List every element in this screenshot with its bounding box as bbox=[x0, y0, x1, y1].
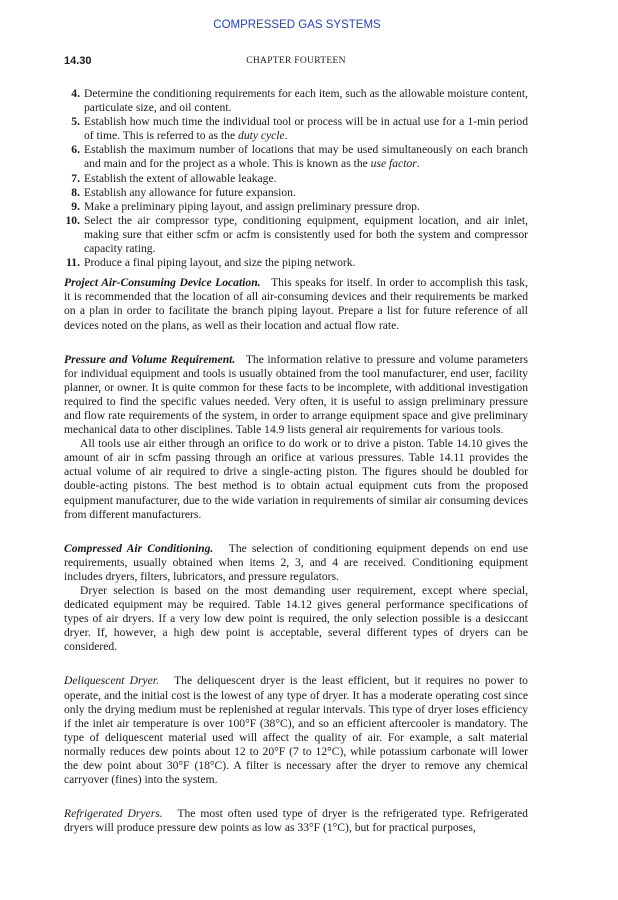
step-text: Select the air compressor type, conditioning equipment, equipment location, and air inlet, making sure that either scfm or acfm is consistently used for both the system and compressor capacity rating. bbox=[84, 213, 528, 256]
section-text: The selection of conditioning equipment depends on end use requirements, usually obtained when items 2, 3, and 4 are received. Conditioning equipment includes dryers, filters, lubricators, and pressure regulators. bbox=[64, 541, 529, 583]
step-number: 4. bbox=[71, 87, 80, 100]
section-heading: Project Air-Consuming Device Location. bbox=[64, 276, 261, 290]
step-number: 5. bbox=[71, 115, 80, 129]
step-text-end: . bbox=[416, 157, 420, 171]
section-paragraph bbox=[64, 353, 528, 438]
section-paragraph bbox=[64, 542, 528, 584]
step-item bbox=[64, 143, 528, 171]
section-text: This speaks for itself. In order to accomplish this task, it is recommended that the location of all air-consuming devices and their requirements be marked on a plan in order to facilitate the branch piping layout. Prepare a list for future reference of all devices noted on the plans, as well as their location and actual flow rate. bbox=[64, 276, 528, 332]
step-text: Produce a final piping layout, and size the piping network. bbox=[84, 256, 356, 270]
step-item bbox=[64, 87, 528, 115]
step-text: Establish the extent of allowable leakage. bbox=[84, 171, 277, 185]
step-item bbox=[64, 214, 528, 256]
step-item bbox=[64, 186, 528, 200]
step-text: Make a preliminary piping layout, and assign preliminary pressure drop. bbox=[84, 199, 420, 213]
step-item bbox=[64, 172, 528, 186]
section-pressure-volume bbox=[64, 353, 528, 522]
step-text: Determine the conditioning requirements for each item, such as the allowable moisture content, particulate size, and oil content. bbox=[84, 87, 528, 115]
section-refrigerated-dryers bbox=[64, 807, 528, 835]
step-number: 11. bbox=[66, 256, 80, 270]
step-term: duty cycle bbox=[238, 129, 285, 143]
step-item bbox=[64, 115, 528, 143]
section-heading: Refrigerated Dryers. bbox=[64, 807, 163, 821]
section-heading: Pressure and Volume Requirement. bbox=[64, 352, 236, 366]
section-paragraph: Dryer selection is based on the most demanding user requirement, except where special, dedicated equipment may be required. Table 14.12 gives general performance specifications of types of air dryers. If a very low dew point is required, the only selection possible is a desiccant dryer. If, however, a high dew point is acceptable, several different types of dryers can be considered. bbox=[64, 584, 528, 654]
section-text: The most often used type of dryer is the refrigerated type. Refrigerated dryers will produce pressure dew points as low as 33°F (1°C), but for practical purposes, bbox=[64, 807, 528, 835]
step-number: 7. bbox=[71, 171, 80, 185]
running-header-title: COMPRESSED GAS SYSTEMS bbox=[213, 19, 381, 31]
numbered-steps bbox=[64, 87, 528, 270]
section-deliquescent-dryer bbox=[64, 674, 528, 787]
page-body bbox=[64, 87, 528, 835]
section-paragraph: All tools use air either through an orifice to do work or to drive a piston. Table 14.10 gives the amount of air in scfm passing through an orifice at various pressures. Table 14.11 provides the actual volume of air required to drive a single-acting piston. The figures should be doubled for double-acting pistons. The best method is to obtain actual equipment cuts from the proposed equipment manufacturer, due to the wide variation in requirements of similar air consuming devices from different manufacturers. bbox=[64, 437, 528, 521]
section-paragraph bbox=[64, 276, 528, 332]
section-heading: Deliquescent Dryer. bbox=[64, 674, 159, 688]
step-text: Establish any allowance for future expansion. bbox=[84, 185, 296, 199]
step-text: Establish how much time the individual tool or process will be in actual use for a 1-min period of time. This is referred to as the bbox=[84, 115, 528, 143]
step-number: 8. bbox=[71, 185, 80, 199]
section-heading: Compressed Air Conditioning. bbox=[64, 541, 214, 555]
step-item bbox=[64, 200, 528, 214]
page-number: 14.30 bbox=[64, 55, 92, 67]
step-text-end: . bbox=[284, 129, 288, 143]
step-number: 9. bbox=[71, 199, 80, 213]
section-project-location bbox=[64, 276, 528, 332]
chapter-title: CHAPTER FOURTEEN bbox=[246, 56, 346, 66]
section-air-conditioning bbox=[64, 542, 528, 655]
step-number: 6. bbox=[71, 143, 80, 157]
section-paragraph bbox=[64, 674, 528, 787]
page-header bbox=[64, 55, 528, 69]
step-number: 10. bbox=[65, 213, 80, 227]
step-term: use factor bbox=[370, 157, 417, 171]
step-item bbox=[64, 256, 528, 270]
step-text: Establish the maximum number of locations that may be used simultaneously on each branch and main and for the project as a whole. This is known as the bbox=[84, 143, 528, 171]
section-paragraph bbox=[64, 807, 528, 835]
section-text: The deliquescent dryer is the least efficient, but it requires no power to operate, and the initial cost is the lowest of any type of dryer. It has a moderate operating cost since only the drying medium must be replenished at regular intervals. This type of dryer loses efficiency if the inlet air temperature is over 100°F (38°C), and so an efficient aftercooler is mandatory. The type of deliquescent material used will affect the quality of air. For example, a salt material normally reduces dew points about 12 to 20°F (7 to 12°C), while potassium carbonate will lower the dew point about 30°F (18°C). A filter is necessary after the dryer to remove any chemical carryover (fines) into the system. bbox=[64, 674, 528, 787]
section-text: The information relative to pressure and volume parameters for individual equipment and tools is usually obtained from the tool manufacturer, end user, facility planner, or owner. It is quite common for these facts to be incomplete, with additional investigation required to find the specific values needed. Very often, it is useful to assign preliminary pressure and flow rate requirements of the system, in order to arrange equipment space and give preliminary mechanical data to other disciplines. Table 14.9 lists general air requirements for various tools. bbox=[64, 352, 529, 437]
